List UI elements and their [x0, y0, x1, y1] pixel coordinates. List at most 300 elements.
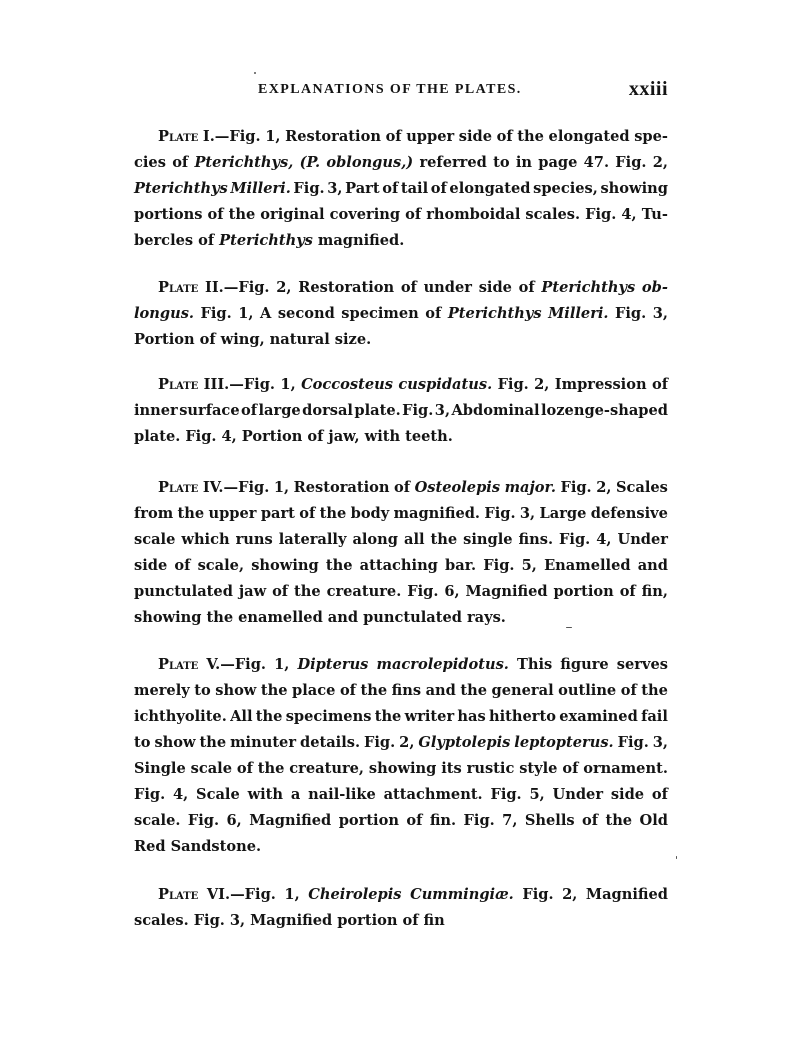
word-text: 6,	[226, 812, 242, 829]
text-line	[134, 834, 668, 860]
word-text: fin,	[641, 583, 668, 600]
word-text: defensive	[590, 505, 668, 522]
word	[407, 579, 438, 605]
word-text: bar.	[445, 557, 477, 574]
word	[405, 704, 455, 730]
word-text: Scale	[196, 786, 240, 803]
word	[308, 782, 376, 808]
word	[299, 501, 315, 527]
text-line	[134, 808, 668, 834]
word	[360, 678, 387, 704]
word-text: 4,	[173, 786, 189, 803]
word-text: hitherto	[489, 708, 556, 725]
word-text: Fig.	[617, 734, 649, 751]
plate-6-paragraph	[134, 882, 668, 934]
word-text: magnified.	[393, 505, 481, 522]
word	[320, 501, 347, 527]
word-text: body	[350, 505, 390, 522]
word-text: scales.	[134, 912, 189, 929]
word-text: Magnified	[585, 886, 668, 903]
word-text: of	[405, 206, 422, 223]
word-text: the	[257, 760, 285, 777]
word-text: spe-	[634, 128, 668, 145]
word-text: Fig.	[200, 305, 232, 322]
word	[448, 301, 542, 327]
word	[279, 527, 347, 553]
word-text: 2,	[399, 734, 415, 751]
word	[241, 398, 257, 424]
word	[514, 730, 613, 756]
word	[394, 501, 480, 527]
word	[337, 908, 397, 934]
word-text: showing	[251, 557, 319, 574]
word-text: in	[515, 154, 532, 171]
plate-label: Plate	[158, 128, 199, 145]
word	[134, 782, 165, 808]
word-text: Fig.	[293, 180, 325, 197]
word	[256, 704, 283, 730]
text-line	[134, 275, 668, 301]
word	[642, 579, 668, 605]
word	[490, 782, 521, 808]
word-text: teeth.	[405, 428, 453, 445]
word-text: laterally	[278, 531, 347, 548]
word-text: of	[207, 206, 224, 223]
word	[229, 202, 256, 228]
word	[265, 124, 280, 150]
word-text: runs	[235, 531, 273, 548]
word	[260, 202, 324, 228]
word	[616, 475, 668, 501]
word	[540, 501, 587, 527]
word-text: which	[181, 531, 230, 548]
word	[559, 527, 590, 553]
word	[584, 150, 609, 176]
plate-label: Plate	[158, 656, 199, 673]
italic-term: ob-	[641, 279, 668, 296]
word	[555, 372, 647, 398]
word	[617, 652, 668, 678]
word-text: scale,	[197, 557, 245, 574]
word	[134, 579, 233, 605]
word	[158, 124, 198, 150]
italic-term: Osteolepis	[414, 479, 501, 496]
word-text: scale.	[134, 812, 181, 829]
word-text: 4,	[596, 531, 612, 548]
word	[517, 652, 552, 678]
word	[493, 150, 509, 176]
word-text: the	[319, 505, 347, 522]
word	[405, 202, 421, 228]
word-text: of	[582, 812, 599, 829]
word	[134, 398, 178, 424]
word-text: and	[637, 557, 668, 574]
word	[284, 882, 299, 908]
word-text: of	[651, 376, 668, 393]
word	[559, 704, 638, 730]
word	[638, 553, 668, 579]
word-text: to	[493, 154, 510, 171]
text-line	[134, 176, 668, 202]
word	[274, 652, 289, 678]
italic-term: Pterichthys	[541, 279, 636, 296]
word	[134, 424, 180, 450]
word	[134, 908, 189, 934]
word-text: specimens	[285, 708, 372, 725]
word-text: Fig.	[615, 305, 647, 322]
word-text: fins	[391, 682, 422, 699]
word	[460, 678, 487, 704]
word-text: portion	[553, 583, 614, 600]
word-text: Shells	[524, 812, 575, 829]
word	[207, 882, 276, 908]
text-line	[134, 475, 668, 501]
word	[640, 808, 668, 834]
word	[615, 150, 646, 176]
word	[642, 275, 668, 301]
word-text: cies	[134, 154, 166, 171]
word	[364, 730, 395, 756]
word	[444, 579, 459, 605]
word	[198, 228, 214, 254]
word	[185, 424, 216, 450]
text-line	[134, 553, 668, 579]
word	[634, 124, 668, 150]
word-text: species,	[533, 180, 598, 197]
word-text: jaw,	[328, 428, 360, 445]
word-text: scale	[134, 531, 176, 548]
word	[134, 301, 194, 327]
word	[426, 678, 456, 704]
word-text: under	[423, 279, 472, 296]
word	[230, 704, 252, 730]
word	[239, 579, 266, 605]
word-text: side	[610, 786, 645, 803]
word	[291, 782, 300, 808]
word	[173, 782, 188, 808]
word	[517, 124, 544, 150]
plate-4-paragraph	[134, 475, 668, 631]
word	[298, 275, 394, 301]
word-text: of	[425, 305, 442, 322]
word	[242, 424, 303, 450]
word	[249, 808, 331, 834]
word-text: 2,	[562, 886, 578, 903]
word	[591, 501, 668, 527]
word	[326, 553, 353, 579]
italic-term: macrolepidotus.	[376, 656, 509, 673]
word	[431, 176, 447, 202]
word	[204, 372, 275, 398]
word-text: elongated	[449, 180, 531, 197]
word	[519, 756, 557, 782]
word-text: attachment.	[383, 786, 483, 803]
word	[327, 579, 402, 605]
word-text: 1,	[274, 656, 290, 673]
word	[519, 275, 535, 301]
word-text: 2,	[276, 279, 292, 296]
word	[294, 579, 321, 605]
word-text: the	[641, 682, 668, 699]
word-text: from	[134, 505, 174, 522]
word-text: all	[403, 531, 425, 548]
word-text: Fig.	[463, 812, 495, 829]
page-number: xxiii	[628, 78, 668, 100]
word	[134, 808, 180, 834]
word-text: along	[352, 531, 398, 548]
word	[405, 424, 453, 450]
word-text: Fig.	[497, 376, 529, 393]
word-text: specimen	[341, 305, 419, 322]
word-text: Portion	[241, 428, 303, 445]
word-text: of	[385, 128, 402, 145]
word	[179, 398, 239, 424]
plate-label: Plate	[158, 886, 199, 903]
word-text: creature,	[289, 760, 365, 777]
word	[449, 176, 530, 202]
word	[280, 372, 295, 398]
word-text: 3,	[519, 505, 536, 522]
word-text: I.—Fig.	[202, 128, 261, 145]
word-text: and	[327, 609, 359, 626]
word-text: 47.	[583, 154, 610, 171]
word-text: of	[562, 760, 579, 777]
word	[600, 176, 667, 202]
text-line	[134, 756, 668, 782]
word-text: covering	[329, 206, 401, 223]
word	[250, 908, 332, 934]
word-text: jaw	[238, 583, 267, 600]
text-line	[134, 527, 668, 553]
word	[386, 124, 402, 150]
word-text: merely	[134, 682, 190, 699]
word	[562, 756, 578, 782]
word-text: side	[458, 128, 493, 145]
word	[278, 301, 335, 327]
word	[188, 808, 219, 834]
word-text: tail	[400, 180, 429, 197]
word	[541, 398, 668, 424]
word-text: All	[230, 708, 253, 725]
word	[402, 908, 418, 934]
word-text: magnified.	[317, 232, 405, 249]
word-text: 5,	[529, 786, 545, 803]
word	[230, 908, 245, 934]
word	[426, 202, 520, 228]
text-line	[134, 228, 668, 254]
word	[134, 704, 227, 730]
print-speck	[254, 72, 256, 74]
word-text: of	[496, 128, 513, 145]
word-text: Fig.	[193, 912, 225, 929]
text-line	[134, 398, 668, 424]
word	[467, 605, 506, 631]
word	[134, 834, 166, 860]
word	[134, 501, 173, 527]
word	[586, 882, 668, 908]
word	[158, 275, 198, 301]
word	[425, 301, 441, 327]
word-text: IV.—Fig.	[202, 479, 270, 496]
word-text: punctulated	[134, 583, 233, 600]
word	[582, 808, 598, 834]
text-line	[134, 424, 668, 450]
word	[203, 475, 269, 501]
word-text: of	[406, 812, 423, 829]
word	[238, 605, 323, 631]
word-text: of	[620, 682, 637, 699]
word-text: Fig.	[187, 812, 220, 829]
word	[248, 782, 283, 808]
italic-term: Coccosteus	[301, 376, 393, 393]
word	[272, 579, 288, 605]
text-line	[134, 124, 668, 150]
text-line	[134, 678, 668, 704]
word	[363, 605, 462, 631]
word	[236, 527, 273, 553]
word	[300, 730, 360, 756]
word-text: show	[154, 734, 196, 751]
word-text: Impression	[554, 376, 647, 393]
word	[154, 730, 195, 756]
word	[259, 398, 301, 424]
word	[200, 730, 227, 756]
word	[457, 704, 485, 730]
word-text: 6,	[444, 583, 460, 600]
word	[301, 372, 393, 398]
word-text: Under	[617, 531, 668, 548]
word	[330, 202, 400, 228]
word	[326, 150, 413, 176]
word	[560, 652, 608, 678]
italic-term: Pterichthys	[134, 180, 228, 197]
word	[369, 756, 436, 782]
word	[525, 202, 580, 228]
word-text: details.	[299, 734, 361, 751]
word-text: of	[430, 180, 447, 197]
word	[203, 124, 261, 150]
word	[596, 527, 611, 553]
word	[424, 275, 472, 301]
word-text: Old	[639, 812, 668, 829]
word-text: Restoration	[293, 479, 390, 496]
word	[158, 372, 198, 398]
word	[489, 704, 556, 730]
word	[327, 176, 342, 202]
word	[134, 228, 193, 254]
word	[230, 730, 296, 756]
italic-term: Dipterus	[297, 656, 369, 673]
word-text: portion	[338, 812, 399, 829]
word	[502, 808, 517, 834]
word	[285, 124, 381, 150]
word	[544, 553, 631, 579]
word	[553, 782, 604, 808]
word-text: side	[134, 557, 168, 574]
word	[620, 579, 636, 605]
word	[418, 730, 510, 756]
word	[134, 605, 201, 631]
word-text: large	[258, 402, 301, 419]
word-text: place	[292, 682, 336, 699]
word	[206, 605, 233, 631]
word-text: showing	[368, 760, 437, 777]
italic-term: major.	[504, 479, 556, 496]
word	[328, 424, 359, 450]
word-text: style	[519, 760, 558, 777]
word	[215, 678, 256, 704]
word-text: Fig.	[490, 786, 522, 803]
word	[519, 527, 554, 553]
word	[261, 678, 288, 704]
word	[206, 652, 266, 678]
word-text: 5,	[521, 557, 537, 574]
word	[615, 301, 646, 327]
word	[406, 124, 454, 150]
word	[522, 882, 553, 908]
word	[538, 150, 577, 176]
word-text: Fig.	[484, 505, 516, 522]
word	[134, 327, 195, 353]
word-text: wing,	[220, 331, 265, 348]
word	[294, 475, 390, 501]
word-text: Scales	[615, 479, 668, 496]
word	[339, 808, 399, 834]
word-text: showing	[600, 180, 668, 197]
word-text: Large	[539, 505, 587, 522]
word	[208, 202, 224, 228]
word-text: side	[478, 279, 512, 296]
word	[230, 176, 290, 202]
word-text: Fig.	[522, 886, 554, 903]
word	[340, 678, 356, 704]
word	[641, 678, 668, 704]
word	[435, 398, 450, 424]
word	[652, 372, 668, 398]
word	[554, 579, 614, 605]
word	[384, 782, 483, 808]
text-line	[134, 501, 668, 527]
word-text: attaching	[359, 557, 438, 574]
word-text: II.—Fig.	[205, 279, 270, 296]
word-text: of	[619, 583, 636, 600]
word	[451, 398, 539, 424]
word-text: 1,	[265, 128, 281, 145]
word	[641, 704, 668, 730]
word	[479, 275, 512, 301]
word-text: enamelled	[238, 609, 323, 626]
word	[483, 553, 514, 579]
word	[560, 475, 591, 501]
word-text: the	[228, 206, 256, 223]
word-text: Fig.	[560, 479, 592, 496]
word	[585, 202, 616, 228]
word	[134, 150, 166, 176]
word	[276, 275, 291, 301]
word-text: the	[430, 531, 458, 548]
word	[466, 579, 548, 605]
word	[360, 553, 438, 579]
word	[653, 301, 668, 327]
word-text: with	[364, 428, 401, 445]
word	[431, 527, 458, 553]
word-text: the	[374, 708, 402, 725]
word-text: of	[174, 557, 191, 574]
word	[201, 301, 232, 327]
word	[178, 501, 205, 527]
word	[297, 652, 368, 678]
word-text: of	[299, 505, 316, 522]
